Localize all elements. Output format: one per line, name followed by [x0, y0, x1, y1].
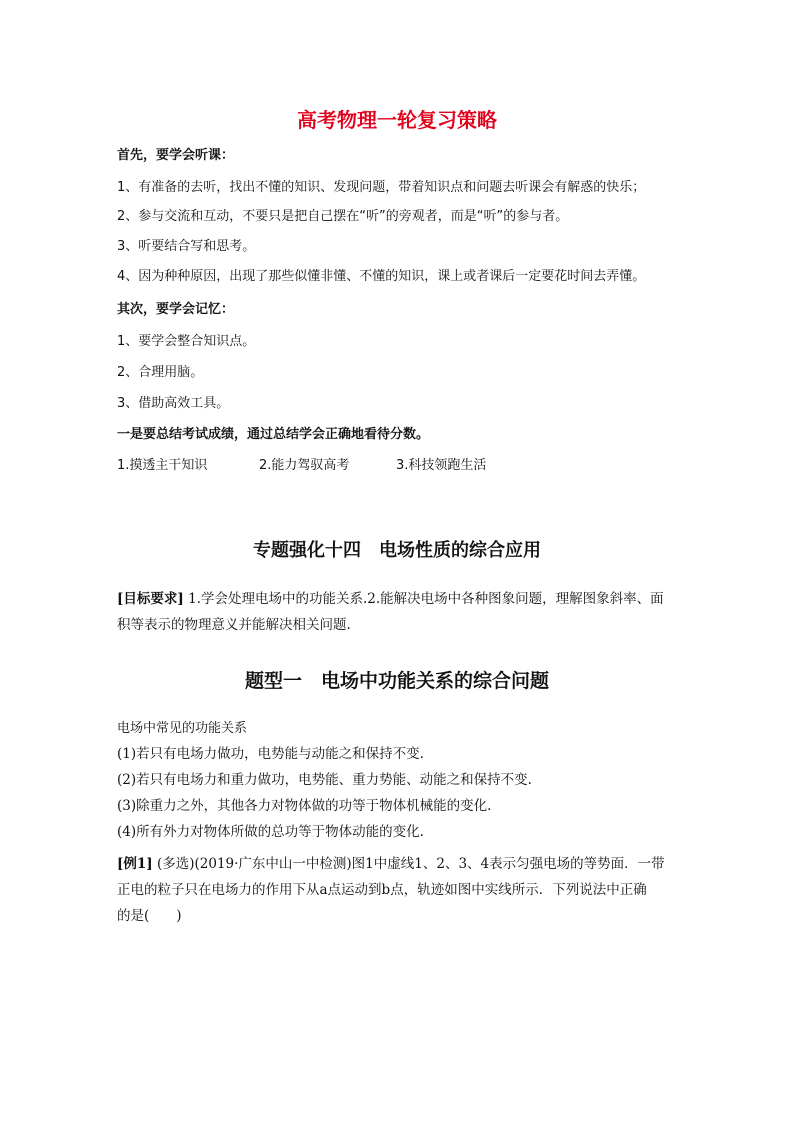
list-item: (3)除重力之外，其他各力对物体做的功等于物体机械能的变化.: [117, 798, 492, 814]
example-paragraph: [117, 851, 679, 929]
topic-title: 专题强化十四 电场性质的综合应用: [253, 540, 541, 561]
goal-paragraph: [117, 586, 679, 638]
keypoint-3: 3.科技领跑生活: [396, 458, 487, 473]
example-line-2: 正电的粒子只在电场力的作用下从a点运动到b点，轨迹如图中实线所示．下列说法中正确: [117, 882, 647, 898]
keypoint-1: 1.摸透主干知识: [117, 458, 208, 473]
list-item: 4、因为种种原因，出现了那些似懂非懂、不懂的知识，课上或者课后一定要花时间去弄懂。: [117, 269, 646, 284]
example-label: [例1]: [117, 856, 153, 872]
list-item: 3、借助高效工具。: [117, 396, 230, 411]
list-item: 2、参与交流和互动，不要只是把自己摆在“听”的旁观者，而是“听”的参与者。: [117, 209, 569, 224]
goal-text-2: 积等表示的物理意义并能解决相关问题.: [117, 617, 351, 633]
list-item: (1)若只有电场力做功，电势能与动能之和保持不变.: [117, 746, 424, 762]
section2-heading: 其次，要学会记忆：: [117, 302, 235, 317]
relations-heading: 电场中常见的功能关系: [117, 721, 248, 736]
example-line-3: 的是( ): [117, 908, 182, 924]
list-item: (4)所有外力对物体所做的总功等于物体动能的变化.: [117, 824, 424, 840]
summary-text: 一是要总结考试成绩，通过总结学会正确地看待分数。: [117, 427, 430, 442]
goal-text-1: 1.学会处理电场中的功能关系.2.能解决电场中各种图象问题，理解图象斜率、面: [183, 591, 664, 607]
list-item: 2、合理用脑。: [117, 365, 204, 380]
type-title: 题型一 电场中功能关系的综合问题: [244, 670, 549, 692]
list-item: 3、听要结合写和思考。: [117, 239, 256, 254]
list-item: 1、有准备的去听，找出不懂的知识、发现问题，带着知识点和问题去听课会有解惑的快乐；: [117, 180, 646, 195]
list-item: 1、要学会整合知识点。: [117, 334, 256, 349]
list-item: (2)若只有电场力和重力做功，电势能、重力势能、动能之和保持不变.: [117, 772, 532, 788]
page-title: 高考物理一轮复习策略: [297, 108, 497, 132]
section1-heading: 首先，要学会听课：: [117, 148, 235, 163]
keypoint-2: 2.能力驾驭高考: [259, 458, 350, 473]
example-line-1: (多选)(2019·广东中山一中检测)图1中虚线1、2、3、4表示匀强电场的等势面．一带: [152, 856, 665, 872]
relations-list: [117, 741, 679, 845]
goal-label: [目标要求]: [117, 591, 184, 607]
